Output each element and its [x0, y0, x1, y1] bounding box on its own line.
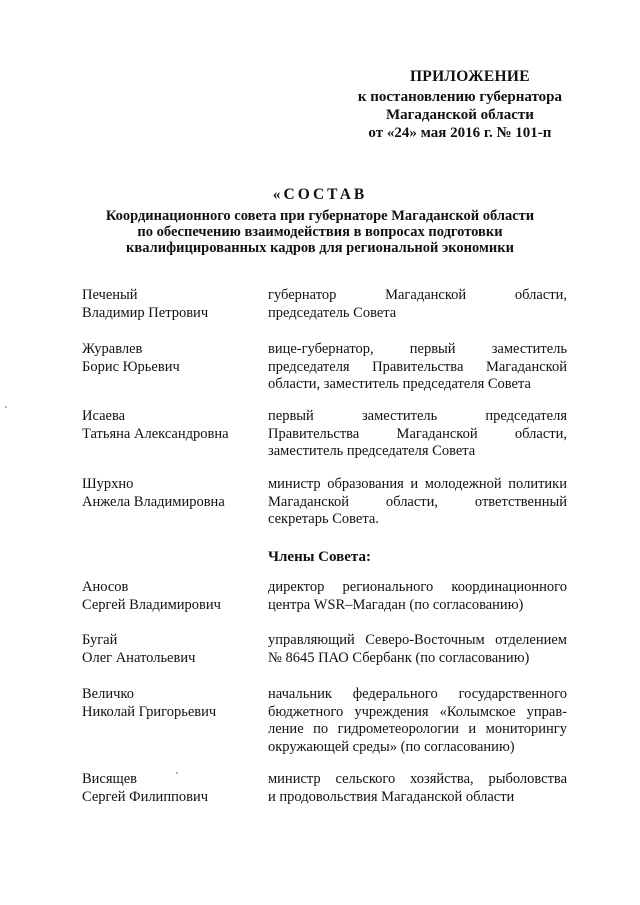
member-position	[268, 408, 567, 461]
member-surname: Исаева	[82, 408, 126, 424]
member-name	[82, 686, 262, 721]
position-line: Правительства Магаданской области,	[268, 425, 567, 442]
position-line: управляющий Северо-Восточным отделением	[268, 632, 567, 648]
member-name	[82, 476, 262, 511]
member-surname: Величко	[82, 686, 134, 702]
position-line: центра WSR–Магадан (по согласованию)	[268, 596, 524, 613]
position-line: вице-губернатор, первый заместитель	[268, 341, 567, 357]
scan-speck	[176, 772, 178, 774]
position-line: области, заместитель председателя Совета	[268, 376, 531, 392]
position-line: губернатор Магаданской области,	[268, 287, 567, 303]
member-surname: Печеный	[82, 287, 138, 303]
heading-sostav: «СОСТАВ	[272, 186, 368, 203]
member-position	[268, 632, 567, 667]
position-line: председателя Правительства Магаданской	[268, 358, 567, 375]
member-position	[268, 476, 567, 529]
heading-line: по обеспечению взаимодействия в вопросах подготовки	[137, 224, 503, 240]
member-position	[268, 579, 567, 614]
member-given-name: Сергей Владимирович	[82, 596, 221, 613]
position-line: заместитель председателя Совета	[268, 443, 476, 459]
member-surname: Бугай	[82, 632, 118, 648]
member-surname: Аносов	[82, 579, 129, 595]
member-given-name: Анжела Владимировна	[82, 493, 225, 510]
position-line: бюджетного учреждения «Колымское управ-	[268, 703, 567, 720]
member-position	[268, 771, 567, 806]
heading-line: Координационного совета при губернаторе Магаданской области	[105, 208, 535, 224]
appendix-line: Магаданской области	[385, 107, 534, 123]
member-given-name: Владимир Петрович	[82, 304, 209, 321]
member-given-name: Борис Юрьевич	[82, 358, 180, 375]
member-name	[82, 579, 262, 614]
member-given-name: Сергей Филиппович	[82, 788, 208, 805]
member-surname: Журавлев	[82, 341, 143, 357]
appendix-title: ПРИЛОЖЕНИЕ	[409, 68, 530, 85]
position-line: министр образования и молодежной политики	[268, 476, 567, 492]
council-members-heading: Члены Совета:	[268, 549, 371, 565]
position-line: окружающей среды» (по согласованию)	[268, 738, 515, 755]
position-line: министр сельского хозяйства, рыболовства	[268, 771, 567, 787]
scan-speck	[5, 406, 7, 408]
position-line: начальник федерального государственного	[268, 686, 567, 702]
heading-line: квалифицированных кадров для региональной экономики	[126, 240, 514, 256]
member-position	[268, 686, 567, 756]
position-line: Магаданской области, ответственный	[268, 493, 567, 510]
position-line: и продовольствия Магаданской области	[268, 788, 515, 805]
member-given-name: Николай Григорьевич	[82, 703, 217, 720]
document-heading	[80, 187, 560, 256]
position-line: секретарь Совета.	[268, 511, 379, 527]
member-name	[82, 771, 262, 806]
position-line: ление по гидрометеорологии и мониторингу	[268, 721, 567, 737]
position-line: председатель Совета	[268, 304, 397, 321]
position-line: первый заместитель председателя	[268, 408, 567, 424]
appendix-header	[358, 68, 562, 142]
position-line: № 8645 ПАО Сбербанк (по согласованию)	[268, 649, 530, 666]
member-surname: Шурхно	[82, 476, 134, 492]
member-given-name: Татьяна Александровна	[82, 425, 229, 442]
position-line: директор регионального координационного	[268, 579, 567, 595]
member-given-name: Олег Анатольевич	[82, 649, 196, 666]
appendix-line: от «24» мая 2016 г. № 101-п	[368, 125, 552, 141]
member-name	[82, 341, 262, 376]
member-name	[82, 632, 262, 667]
member-name	[82, 287, 262, 322]
member-name	[82, 408, 262, 443]
member-position	[268, 341, 567, 394]
appendix-line: к постановлению губернатора	[357, 89, 562, 105]
member-surname: Висящев	[82, 771, 137, 787]
member-position	[268, 287, 567, 322]
